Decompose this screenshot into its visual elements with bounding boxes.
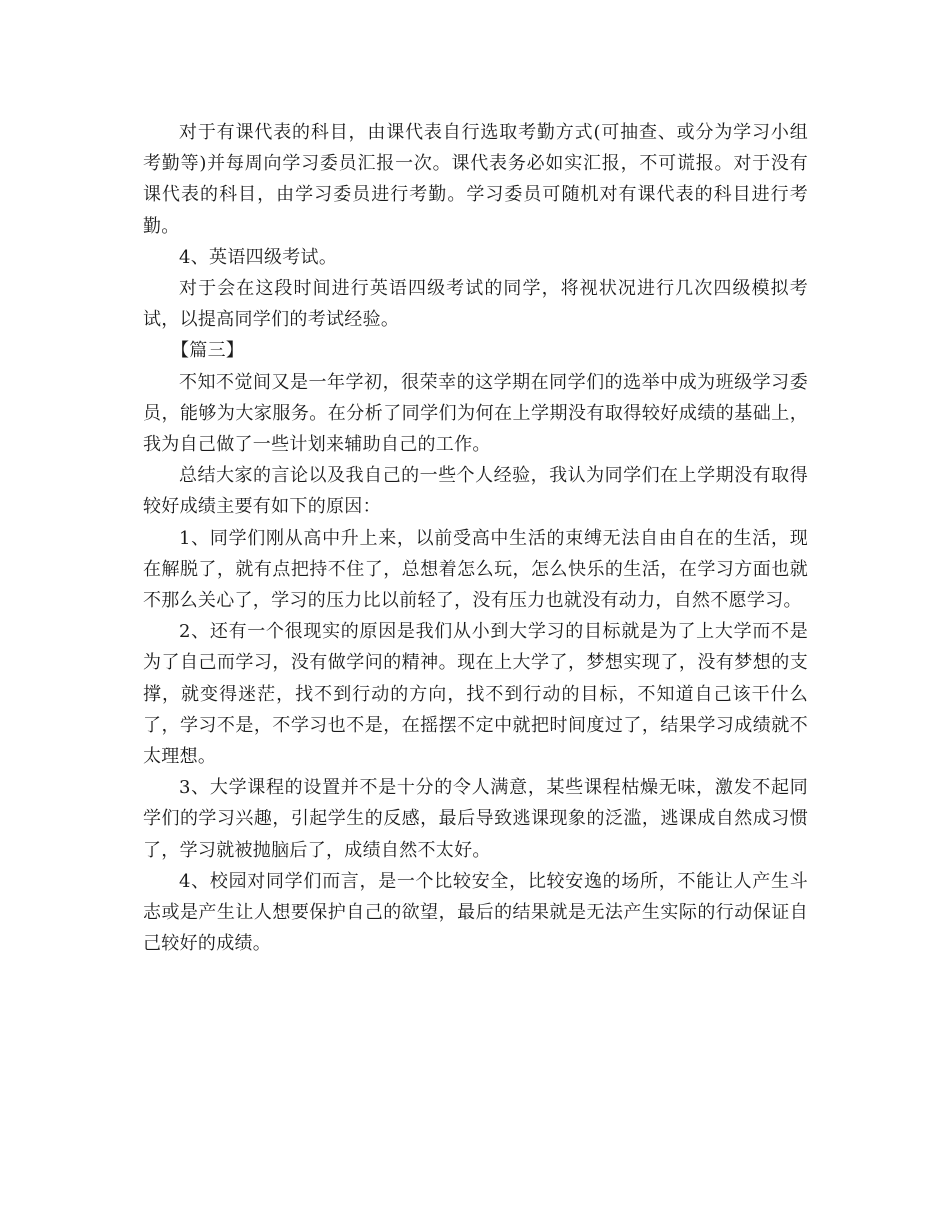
reason-item-1: 1、同学们刚从高中升上来，以前受高中生活的束缚无法自由自在的生活，现在解脱了，就有点把持不住了，总想着怎么玩，怎么快乐的生活，在学习方面也就不那么关心了，学习的压力比以前轻了，没有压力也就没有动力，自然不愿学习。 — [143, 527, 808, 612]
reason-item-2: 2、还有一个很现实的原因是我们从小到大学习的目标就是为了上大学而不是为了自己而学习，没有做学问的精神。现在上大学了，梦想实现了，没有梦想的支撑，就变得迷茫，找不到行动的方向，找不到行动的目标，不知道自己该干什么了，学习不是，不学习也不是，在摇摆不定中就把时间度过了，结果学习成绩就不太理想。 — [143, 621, 808, 768]
paragraph-intro: 不知不觉间又是一年学初，很荣幸的这学期在同学们的选举中成为班级学习委员，能够为大家服务。在分析了同学们为何在上学期没有取得较好成绩的基础上，我为自己做了一些计划来辅助自己的工作。 — [143, 371, 808, 456]
section-heading-part-three: 【篇三】 — [171, 340, 245, 362]
paragraph-summary: 总结大家的言论以及我自己的一些个人经验，我认为同学们在上学期没有取得较好成绩主要有如下的原因： — [143, 465, 808, 518]
paragraph-cet4-mock: 对于会在这段时间进行英语四级考试的同学，将视状况进行几次四级模拟考试，以提高同学们的考试经验。 — [143, 278, 808, 331]
item-cet4-exam: 4、英语四级考试。 — [179, 246, 338, 268]
reason-item-3: 3、大学课程的设置并不是十分的令人满意，某些课程枯燥无味，激发不起同学们的学习兴趣，引起学生的反感，最后导致逃课现象的泛滥，逃课成自然成习惯了，学习就被抛脑后了，成绩自然不太好。 — [143, 777, 808, 861]
paragraph-attendance: 对于有课代表的科目，由课代表自行选取考勤方式(可抽查、或分为学习小组考勤等)并每周向学习委员汇报一次。课代表务必如实汇报，不可谎报。对于没有课代表的科目，由学习委员进行考勤。学习委员可随机对有课代表的科目进行考勤。 — [143, 122, 808, 237]
reason-item-4: 4、校园对同学们而言，是一个比较安全，比较安逸的场所，不能让人产生斗志或是产生让人想要保护自己的欲望，最后的结果就是无法产生实际的行动保证自己较好的成绩。 — [143, 870, 808, 955]
document-body — [143, 117, 808, 959]
